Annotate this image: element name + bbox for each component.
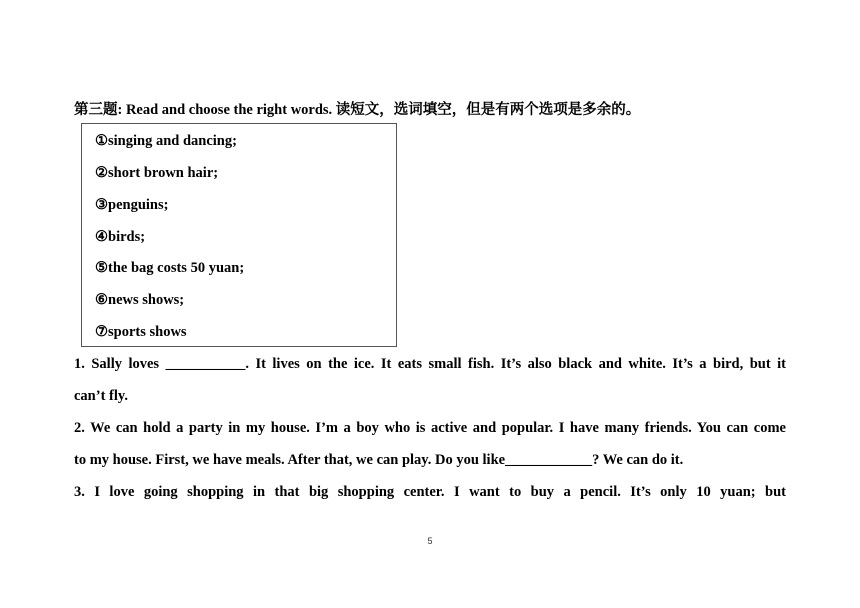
question-1-line-2: can’t fly. (74, 388, 128, 404)
option-3: ③penguins; (95, 197, 169, 213)
question-1 (74, 348, 786, 412)
word-options-box (81, 123, 397, 347)
option-7: ⑦sports shows (95, 324, 187, 340)
option-6: ⑥news shows; (95, 292, 185, 308)
question-2-text-after: ? We can do it. (592, 452, 684, 468)
option-1: ①singing and dancing; (95, 133, 237, 149)
question-2-line-2 (74, 444, 786, 476)
question-2 (74, 412, 786, 476)
question-2-text-before: to my house. First, we have meals. After that, we can play. Do you like (74, 452, 506, 468)
question-1-text-before: 1. Sally loves (74, 356, 160, 372)
question-3 (74, 476, 786, 508)
question-2-line-1: 2. We can hold a party in my house. I’m a boy who is active and popular. I have many friends. You can come (74, 420, 786, 436)
option-5: ⑤the bag costs 50 yuan; (95, 260, 245, 276)
option-4: ④birds; (95, 229, 146, 245)
question-1-blank: ___________ (165, 356, 246, 372)
question-2-blank: ____________ (505, 452, 593, 468)
question-3-line-1: 3. I love going shopping in that big shopping center. I want to buy a pencil. It’s only 10 yuan; but (74, 484, 786, 500)
question-1-line-1 (74, 348, 786, 380)
option-2: ②short brown hair; (95, 165, 219, 181)
page-number: 5 (427, 536, 433, 546)
question-1-text-after: . It lives on the ice. It eats small fish. It’s also black and white. It’s a bird, but it (245, 356, 787, 372)
exercise-heading: 第三题: Read and choose the right words. 读短文，选词填空，但是有两个选项是多余的。 (74, 102, 641, 118)
